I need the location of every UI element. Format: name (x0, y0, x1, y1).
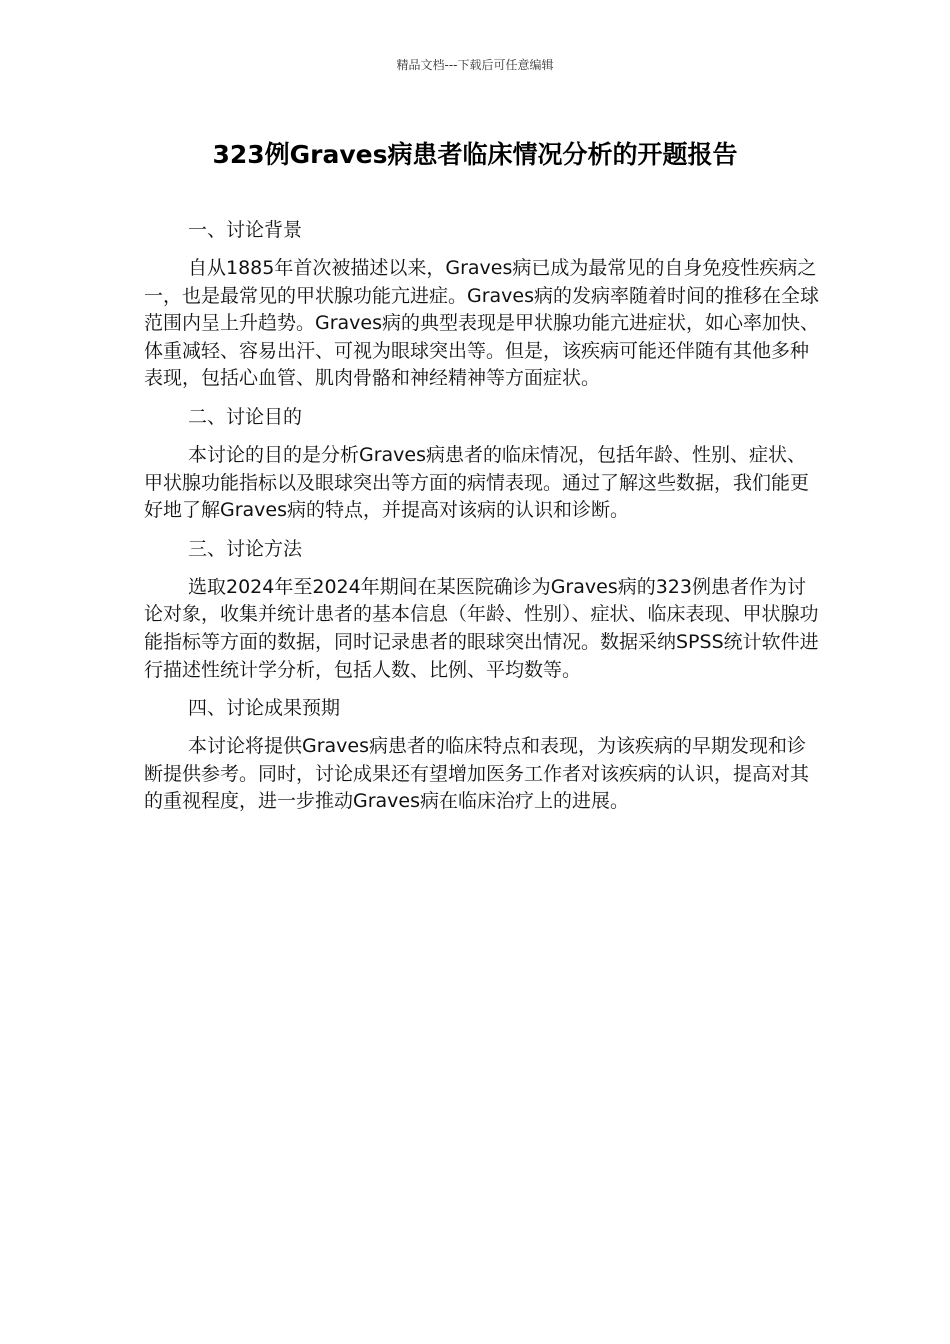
document-title: 323例Graves病患者临床情况分析的开题报告 (212, 140, 738, 169)
section-heading-background: 一、讨论背景 (188, 219, 303, 241)
section-body-purpose: 本讨论的目的是分析Graves病患者的临床情况，包括年龄、性别、症状、甲状腺功能指标以及眼球突出等方面的病情表现。通过了解这些数据，我们能更好地了解Graves病的特点，并提高对该病的认识和诊断。 (144, 443, 810, 522)
section-body-expected-results: 本讨论将提供Graves病患者的临床特点和表现，为该疾病的早期发现和诊断提供参考。同时，讨论成果还有望增加医务工作者对该疾病的认识，提高对其的重视程度，进一步推动Graves病在临床治疗上的进展。 (144, 735, 810, 813)
section-body-methods: 选取2024年至2024年期间在某医院确诊为Graves病的323例患者作为讨论对象，收集并统计患者的基本信息（年龄、性别）、症状、临床表现、甲状腺功能指标等方面的数据，同时记录患者的眼球突出情况。数据采纳SPSS统计软件进行描述性统计学分析，包括人数、比例、平均数等。 (144, 575, 819, 681)
section-heading-expected-results: 四、讨论成果预期 (188, 697, 341, 720)
header-note: 精品文档---下载后可任意编辑 (396, 58, 554, 72)
section-body-background: 自从1885年首次被描述以来，Graves病已成为最常见的自身免疫性疾病之一，也是最常见的甲状腺功能亢进症。Graves病的发病率随着时间的推移在全球范围内呈上升趋势。Graves病的典型表现是甲状腺功能亢进症状，如心率加快、体重减轻、容易出汗、可视为眼球突出等。但是，该疾病可能还伴随有其他多种表现，包括心血管、肌肉骨骼和神经精神等方面症状。 (144, 257, 820, 390)
section-heading-methods: 三、讨论方法 (188, 537, 303, 560)
document-body (144, 216, 820, 826)
section-heading-purpose: 二、讨论目的 (188, 405, 303, 428)
